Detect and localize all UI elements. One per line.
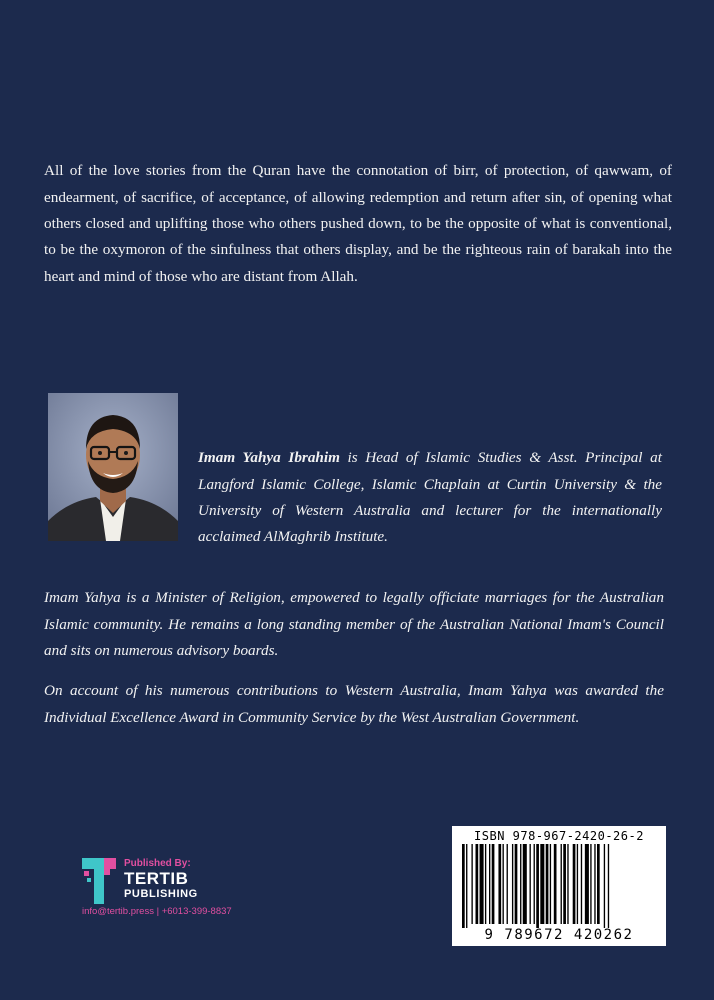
- author-bio-intro: [198, 445, 662, 551]
- isbn-label: ISBN 978-967-2420-26-2: [474, 829, 644, 843]
- back-cover-quote: All of the love stories from the Quran have the connotation of birr, of protection, of qawwam, of endearment, of sacrifice, of acceptance, of allowing redemption and return after sin, of opening what others closed and uplifting those who others pushed down, to be the opposite of what is conventional, to be the oxymoron of the sinfulness that others display, and be the righteous rain of barakah into the heart and mind of those who are distant from Allah.: [44, 162, 672, 285]
- publisher-name-sub: PUBLISHING: [124, 888, 198, 900]
- author-photo: [48, 393, 178, 541]
- author-bio-intro-text: is Head of Islamic Studies & Asst. Principal at Langford Islamic College, Islamic Chaplain at Curtin University & the University of Western Australia and lecturer for the internationally acclaimed AlMaghrib Institute.: [198, 449, 662, 546]
- author-name: Imam Yahya Ibrahim: [198, 449, 340, 467]
- publisher-block: [82, 858, 282, 918]
- isbn-barcode: [452, 826, 666, 946]
- barcode-number: 9 789672 420262: [484, 927, 634, 943]
- tertib-logo-icon: [82, 858, 116, 904]
- publisher-name: TERTIB: [124, 869, 189, 888]
- barcode-bars: [460, 844, 658, 928]
- published-by-label: Published By:: [124, 858, 191, 869]
- publisher-contact: info@tertib.press | +6013-399-8837: [82, 906, 232, 917]
- author-portrait-illustration: [48, 393, 178, 541]
- author-bio-ministry: Imam Yahya is a Minister of Religion, empowered to legally officiate marriages for the Australian Islamic community. He remains a long standing member of the Australian National Imam's Council and sits on numerous advisory boards.: [44, 589, 664, 659]
- author-bio-award: On account of his numerous contributions to Western Australia, Imam Yahya was awarded the Individual Excellence Award in Community Service by the West Australian Government.: [44, 682, 664, 726]
